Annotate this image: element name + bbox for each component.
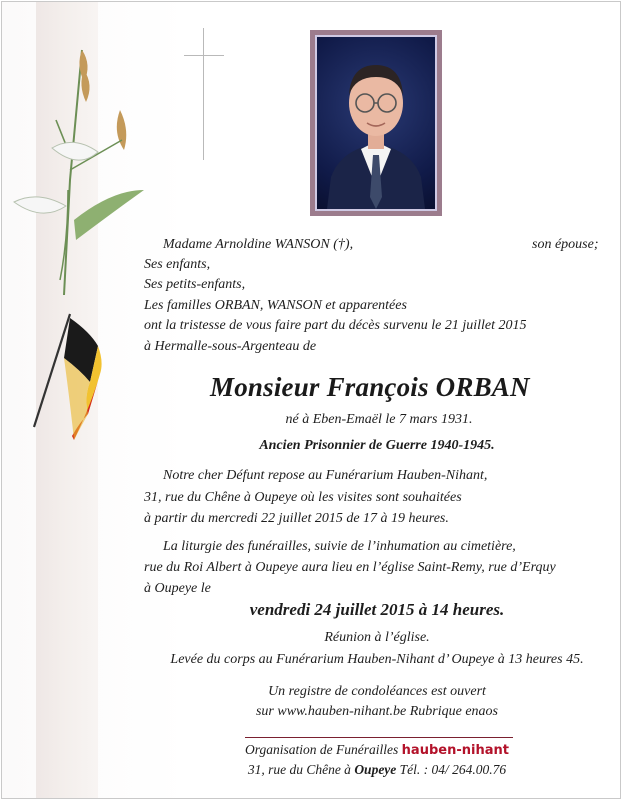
deceased-name: Monsieur François ORBAN [210, 372, 530, 402]
mourner-line: à Hermalle-sous-Argenteau de [144, 339, 317, 354]
address-city: Oupeye [354, 762, 397, 777]
mourner-line: ont la tristesse de vous faire part du décès survenu le 21 juillet 2015 [144, 318, 527, 333]
liturgy-line: rue du Roi Albert à Oupeye aura lieu en l’église Saint-Remy, rue d’Erquy [144, 560, 556, 575]
footer-divider [245, 737, 513, 738]
organizer-prefix: Organisation de Funérailles [245, 742, 399, 757]
levee-info: Levée du corps au Funérarium Hauben-Nihant d’ Oupeye à 13 heures 45. [170, 652, 584, 667]
brand-logo-text: hauben-nihant [401, 743, 509, 758]
visitation-line: à partir du mercredi 22 juillet 2015 de 17 à 19 heures. [144, 511, 449, 526]
mourner-line: Les familles ORBAN, WANSON et apparentées [144, 298, 407, 313]
visitation-line: Notre cher Défunt repose au Funérarium Hauben-Nihant, [163, 468, 488, 483]
lily-flower-illustration [12, 40, 152, 300]
organizer-address [144, 762, 610, 778]
address-street: 31, rue du Chêne à [247, 762, 351, 777]
cross-icon [184, 28, 224, 160]
condolence-line: Un registre de condoléances est ouvert [268, 684, 486, 699]
spouse-name: Madame Arnoldine WANSON (†), [163, 237, 354, 252]
address-phone: Tél. : 04/ 264.00.76 [399, 762, 507, 777]
liturgy-line: La liturgie des funérailles, suivie de l’inhumation au cimetière, [163, 539, 516, 554]
birth-info: né à Eben-Emaël le 7 mars 1931. [285, 412, 473, 427]
church-meeting: Réunion à l’église. [324, 630, 430, 645]
mourner-line: Ses petits-enfants, [144, 277, 246, 292]
portrait-illustration [317, 37, 435, 209]
condolence-website: sur www.hauben-nihant.be Rubrique enaos [255, 704, 498, 719]
liturgy-line: à Oupeye le [144, 581, 211, 596]
organizer-line [144, 742, 610, 758]
honorific-title: Ancien Prisonnier de Guerre 1940-1945. [259, 438, 495, 453]
mourner-line: Ses enfants, [144, 257, 211, 272]
spouse-role: son épouse; [532, 237, 599, 252]
portrait-photo [310, 30, 442, 216]
belgian-flag-icon [30, 312, 110, 447]
visitation-line: 31, rue du Chêne à Oupeye où les visites sont souhaitées [144, 490, 462, 505]
funeral-date: vendredi 24 juillet 2015 à 14 heures. [249, 600, 505, 619]
